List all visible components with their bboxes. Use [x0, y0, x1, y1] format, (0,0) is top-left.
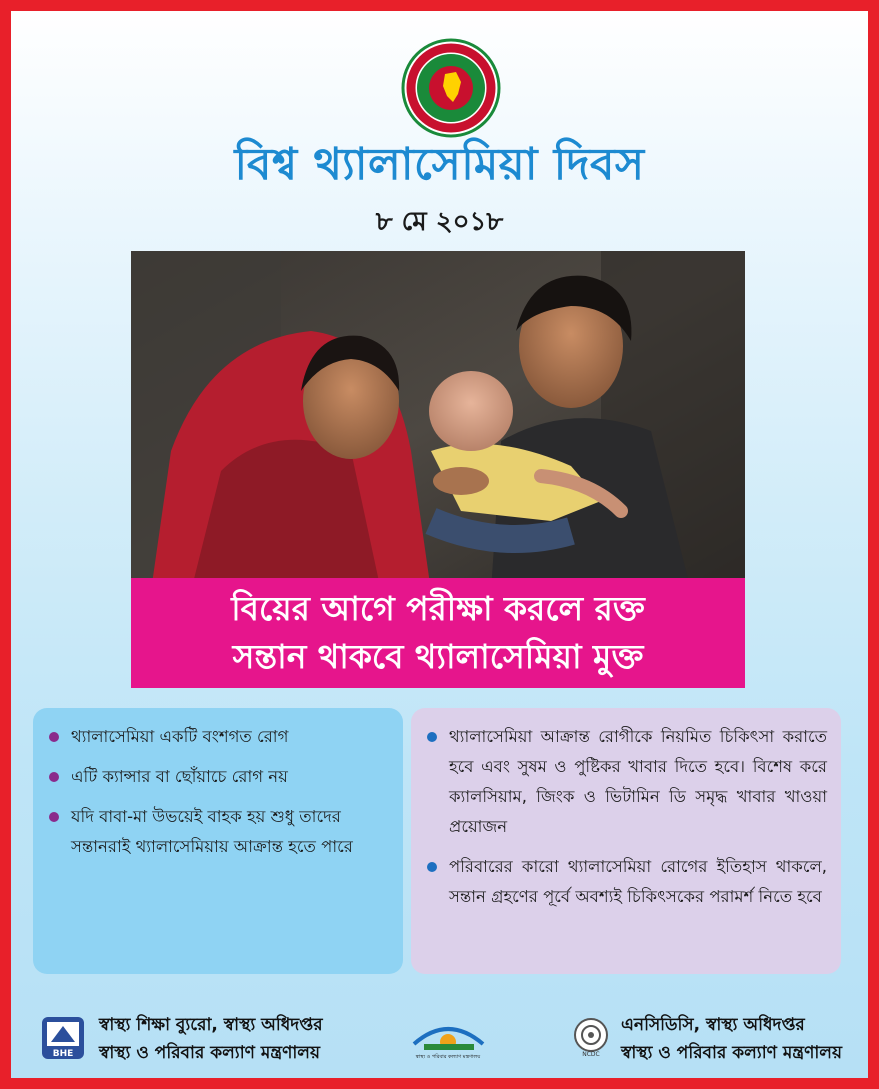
- bullet-icon: [49, 772, 59, 782]
- family-photo: [131, 251, 745, 591]
- facts-box: [33, 708, 403, 974]
- bullet-icon: [49, 732, 59, 742]
- slogan-line-2: সন্তান থাকবে থ্যালাসেমিয়া মুক্ত: [232, 637, 644, 676]
- list-item: এটি ক্যান্সার বা ছোঁয়াচে রোগ নয়: [45, 762, 389, 792]
- svg-text:BHE: BHE: [52, 1049, 74, 1059]
- slogan-line-1: বিয়ের আগে পরীক্ষা করলে রক্ত: [231, 589, 645, 628]
- bullet-icon: [427, 732, 437, 742]
- slogan-banner: [131, 578, 745, 688]
- bullet-icon: [427, 862, 437, 872]
- advice-box: [411, 708, 841, 974]
- svg-text:স্বাস্থ্য ও পরিবার কল্যাণ মন্ত: স্বাস্থ্য ও পরিবার কল্যাণ মন্ত্রণালয়: [415, 1054, 481, 1060]
- event-date: ৮ মে ২০১৮: [375, 207, 504, 237]
- ncdc-logo-icon: [571, 1017, 611, 1057]
- bullet-icon: [49, 812, 59, 822]
- footer-right-org: এনসিডিসি, স্বাস্থ্য অধিদপ্তর স্বাস্থ্য ও পরিবার কল্যাণ মন্ত্রণালয়: [621, 1015, 842, 1063]
- list-item: থ্যালাসেমিয়া একটি বংশগত রোগ: [45, 722, 389, 752]
- government-seal-icon: [401, 38, 501, 138]
- footer-left-org: স্বাস্থ্য শিক্ষা ব্যুরো, স্বাস্থ্য অধিদপ্তর স্বাস্থ্য ও পরিবার কল্যাণ মন্ত্রণালয়: [99, 1015, 323, 1063]
- page-title: বিশ্ব থ্যালাসেমিয়া দিবস: [234, 139, 645, 190]
- list-item: পরিবারের কারো থ্যালাসেমিয়া রোগের ইতিহাস থাকলে, সন্তান গ্রহণের পূর্বে অবশ্যই চিকিৎসকের পরামর্শ নিতে হবে: [423, 852, 827, 912]
- ministry-logo-icon: [406, 1014, 491, 1060]
- svg-text:NCDC: NCDC: [582, 1051, 600, 1057]
- list-item: থ্যালাসেমিয়া আক্রান্ত রোগীকে নিয়মিত চিকিৎসা করাতে হবে এবং সুষম ও পুষ্টিকর খাবার দিতে হবে। বিশেষ করে ক্যালসিয়াম, জিংক ও ভিটামিন ডি সমৃদ্ধ খাবার খাওয়া প্রয়োজন: [423, 722, 827, 842]
- bhe-logo-icon: [41, 1016, 85, 1060]
- list-item: যদি বাবা-মা উভয়েই বাহক হয় শুধু তাদের সন্তানরাই থ্যালাসেমিয়ায় আক্রান্ত হতে পারে: [45, 802, 389, 862]
